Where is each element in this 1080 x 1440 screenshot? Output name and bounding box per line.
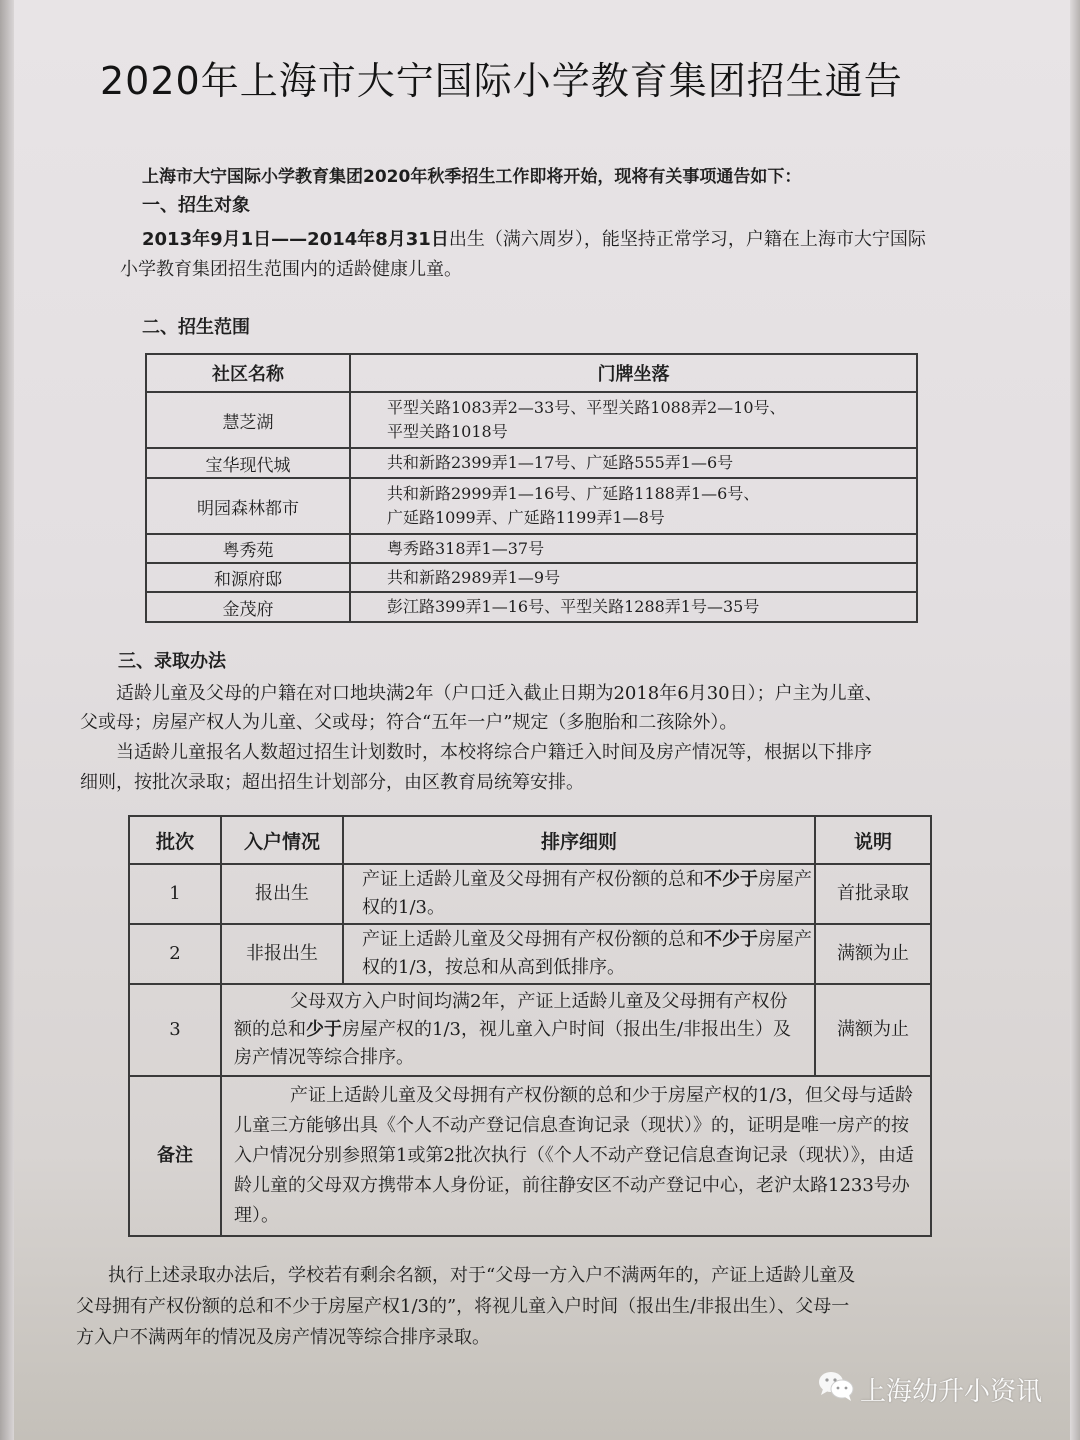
footer-line1: 执行上述录取办法后，学校若有剩余名额，对于“父母一方入户不满两年的，产证上适龄儿童及	[108, 1265, 856, 1286]
batch-note: 满额为止	[815, 984, 931, 1076]
address-cell	[350, 478, 917, 534]
remark-label: 备注	[129, 1076, 221, 1236]
batch-note: 满额为止	[815, 924, 931, 984]
section-heading-1: 一、招生对象	[142, 195, 250, 216]
address-cell	[350, 563, 917, 592]
batch-note: 首批录取	[815, 864, 931, 924]
rule-text-part: 房屋产权的1/3，按总和从高到低排序。	[362, 929, 812, 978]
section1-line2: 小学教育集团招生范围内的适龄健康儿童。	[120, 259, 462, 280]
table-row	[146, 448, 917, 478]
community-name: 和源府邸	[146, 563, 350, 592]
rule-text-part: 产证上适龄儿童及父母拥有产权份额的总和	[362, 929, 704, 950]
table-row	[129, 924, 931, 984]
address-line: 共和新路2399弄1—17号、广延路555弄1—6号	[387, 453, 734, 472]
batch-number: 2	[129, 924, 221, 984]
community-name: 明园森林都市	[146, 478, 350, 534]
table-header-row	[129, 816, 931, 864]
section3-para1-line2: 父或母；房屋产权人为儿童、父或母；符合“五年一户”规定（多胞胎和二孩除外）。	[80, 712, 738, 733]
table-header-row	[146, 354, 917, 392]
community-name: 慧芝湖	[146, 392, 350, 448]
column-header-rule: 排序细则	[343, 816, 815, 864]
rule-text-part: 房屋产权的1/3，视儿童入户时间（报出生/非报出生）及房产情况等综合排序。	[234, 1019, 792, 1068]
address-line: 平型关路1083弄2—33号、平型关路1088弄2—10号、	[387, 398, 786, 417]
watermark	[818, 1370, 1042, 1409]
wechat-icon	[818, 1370, 860, 1409]
household-status: 非报出生	[221, 924, 343, 984]
section3-para2-line1: 当适龄儿童报名人数超过招生计划数时，本校将综合户籍迁入时间及房产情况等，根据以下排序	[116, 742, 872, 763]
rule-emphasis: 少于	[306, 1019, 342, 1040]
admission-rules-table	[128, 815, 932, 1237]
address-cell	[350, 392, 917, 448]
section3-para1-line1: 适龄儿童及父母的户籍在对口地块满2年（户口迁入截止日期为2018年6月30日）；户主为儿童、	[116, 683, 883, 704]
table-row	[146, 563, 917, 592]
community-name: 宝华现代城	[146, 448, 350, 478]
rule-text-part: 房屋产权的1/3。	[362, 869, 812, 918]
section1-line1	[142, 226, 926, 254]
community-name: 粤秀苑	[146, 534, 350, 563]
address-line: 共和新路2989弄1—9号	[387, 567, 561, 587]
table-row	[146, 534, 917, 563]
section3-para2-line2: 细则，按批次录取；超出招生计划部分，由区教育局统筹安排。	[80, 772, 584, 793]
address-cell	[350, 448, 917, 478]
address-line: 平型关路1018号	[387, 422, 508, 441]
table-row	[129, 864, 931, 924]
address-cell	[350, 592, 917, 622]
community-name: 金茂府	[146, 592, 350, 622]
rule-text	[221, 984, 815, 1076]
table-row	[146, 478, 917, 534]
rule-text	[343, 864, 815, 924]
address-line: 彭江路399弄1—16号、平型关路1288弄1号—35号	[387, 597, 760, 616]
page-edge	[0, 0, 14, 1440]
batch-number: 3	[129, 984, 221, 1076]
table-row	[146, 392, 917, 448]
table-row	[146, 592, 917, 622]
section-heading-3: 三、录取办法	[118, 651, 226, 672]
address-line: 广延路1099弄、广延路1199弄1—8号	[387, 508, 665, 527]
remark-text: 产证上适龄儿童及父母拥有产权份额的总和少于房屋产权的1/3，但父母与适龄儿童三方能够出具《个人不动产登记信息查询记录（现状）》的，证明是唯一房产的按入户情况分别参照第1或第2批次执行（《个人不动产登记信息查询记录（现状）》，由适龄儿童的父母双方携带本人身份证，前往静安区不动产登记中心，老沪太路1233号办理）。	[221, 1076, 931, 1236]
rule-text-part: 父母双方入户时间均满2年，产证上适龄儿童及父母拥有产权份额的总和	[234, 991, 788, 1040]
address-line: 共和新路2999弄1—16号、广延路1188弄1—6号、	[387, 484, 760, 503]
footer-line2: 父母拥有产权份额的总和不少于房屋产权1/3的”，将视儿童入户时间（报出生/非报出生）、父母一	[76, 1296, 850, 1317]
rule-emphasis: 不少于	[704, 929, 758, 950]
table-row-remark	[129, 1076, 931, 1236]
address-line: 粤秀路318弄1—37号	[387, 538, 545, 558]
household-status: 报出生	[221, 864, 343, 924]
rule-emphasis: 不少于	[704, 869, 758, 890]
enrollment-area-table	[145, 353, 918, 623]
document-title: 2020年上海市大宁国际小学教育集团招生通告	[100, 59, 903, 103]
batch-number: 1	[129, 864, 221, 924]
address-cell	[350, 534, 917, 563]
section1-text: 出生（满六周岁），能坚持正常学习，户籍在上海市大宁国际	[448, 229, 926, 250]
date-range: 2013年9月1日——2014年8月31日	[142, 229, 449, 250]
footer-line3: 方入户不满两年的情况及房产情况等综合排序录取。	[76, 1327, 490, 1348]
page-edge	[1070, 0, 1080, 1440]
column-header-note: 说明	[815, 816, 931, 864]
column-header-status: 入户情况	[221, 816, 343, 864]
watermark-text: 上海幼升小资讯	[860, 1377, 1043, 1407]
column-header-community: 社区名称	[146, 354, 350, 392]
table-row	[129, 984, 931, 1076]
column-header-batch: 批次	[129, 816, 221, 864]
column-header-address: 门牌坐落	[350, 354, 917, 392]
rule-text-part: 产证上适龄儿童及父母拥有产权份额的总和	[362, 869, 704, 890]
rule-text	[343, 924, 815, 984]
intro-text: 上海市大宁国际小学教育集团2020年秋季招生工作即将开始，现将有关事项通告如下：	[142, 167, 802, 187]
section-heading-2: 二、招生范围	[142, 317, 250, 338]
